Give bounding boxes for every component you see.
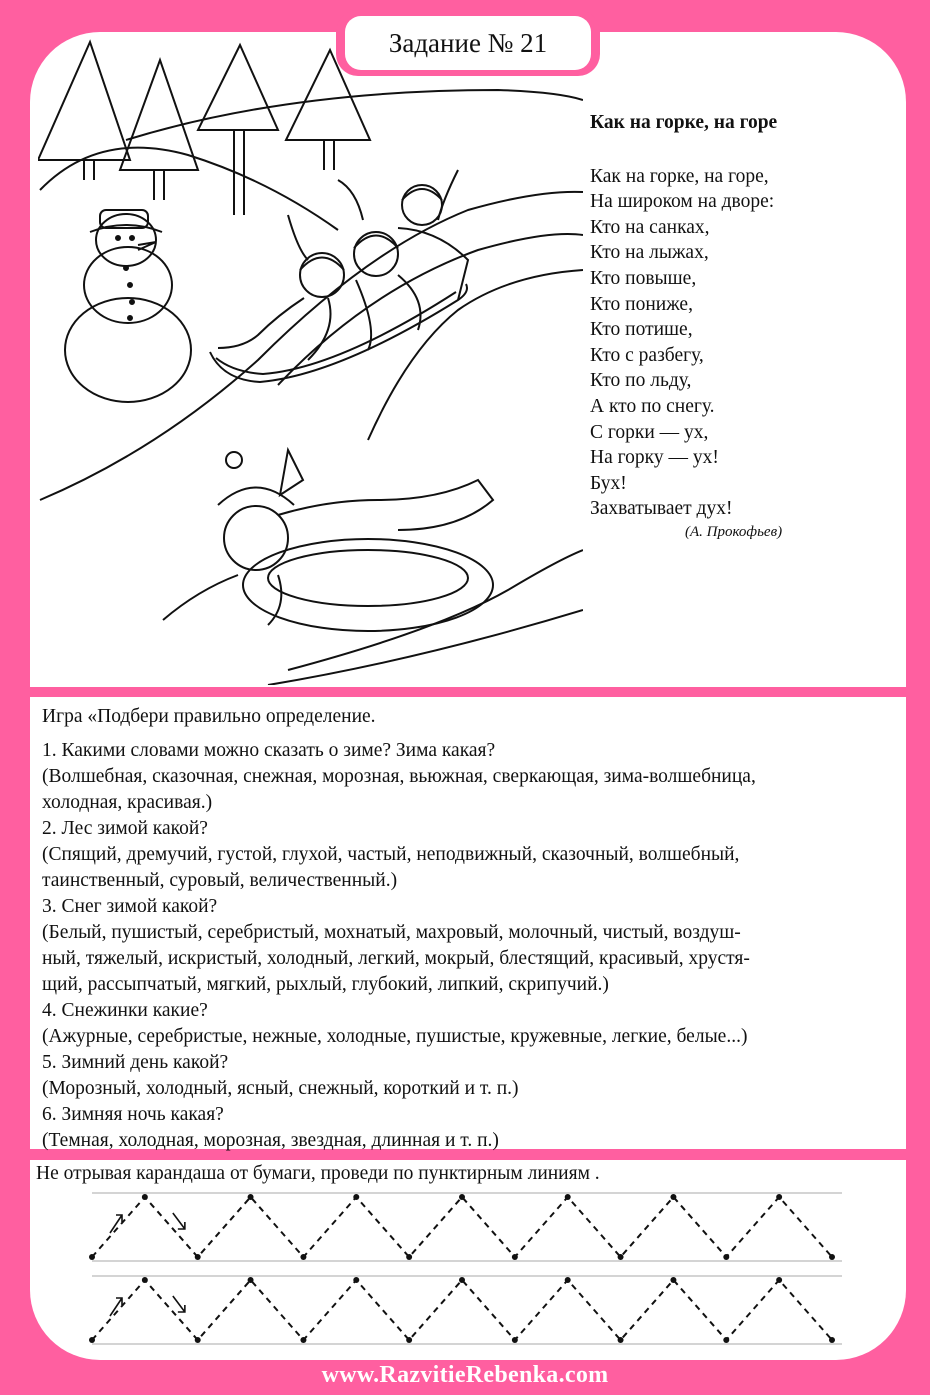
poem-line: С горки — ух, — [590, 421, 709, 443]
poem — [590, 110, 900, 542]
peak-dot — [142, 1194, 148, 1200]
start-dot — [723, 1254, 729, 1260]
peak-dot — [248, 1277, 254, 1283]
game-line: 2. Лес зимой какой? — [42, 818, 208, 839]
poem-line: Кто на лыжах, — [590, 242, 709, 264]
peak-dot — [670, 1277, 676, 1283]
game-line: (Белый, пушистый, серебристый, мохнатый, махровый, молочный, чистый, воздуш- — [42, 922, 741, 943]
game-line: ный, тяжелый, искристый, холодный, легкий, мокрый, блестящий, красивый, хрустя- — [42, 948, 750, 969]
poem-line: Как на горке, на горе, — [590, 165, 769, 187]
peak-dot — [353, 1277, 359, 1283]
game-line: (Морозный, холодный, ясный, снежный, короткий и т. п.) — [42, 1078, 519, 1099]
start-dot — [618, 1254, 624, 1260]
peak-dot — [565, 1277, 571, 1283]
poem-title: Как на горке, на горе — [590, 112, 778, 133]
peak-dot — [776, 1194, 782, 1200]
start-dot — [406, 1337, 412, 1343]
peak-dot — [248, 1194, 254, 1200]
game-line: щий, рассыпчатый, мягкий, рыхлый, глубокий, липкий, скрипучий.) — [42, 974, 609, 995]
poem-line: Кто потише, — [590, 319, 693, 341]
peak-dot — [776, 1277, 782, 1283]
game-line: 3. Снег зимой какой? — [42, 896, 218, 917]
start-dot — [195, 1337, 201, 1343]
poem-line: Кто пониже, — [590, 293, 693, 315]
start-dot — [618, 1337, 624, 1343]
game-line: 6. Зимняя ночь какая? — [42, 1104, 224, 1125]
start-dot — [829, 1254, 835, 1260]
right-hill — [126, 90, 583, 140]
peak-dot — [565, 1194, 571, 1200]
start-dot — [723, 1337, 729, 1343]
arrow-down-icon — [173, 1296, 185, 1312]
sled-kids-icon — [210, 170, 468, 382]
start-dot — [300, 1254, 306, 1260]
game-intro: Игра «Подбери правильно определение. — [42, 706, 376, 727]
poem-line: Кто повыше, — [590, 267, 697, 289]
game-line: 1. Какими словами можно сказать о зиме? Зима какая? — [42, 740, 496, 761]
poem-line: На горку — ух! — [590, 447, 719, 469]
poem-line: Кто с разбегу, — [590, 344, 704, 366]
peak-dot — [670, 1194, 676, 1200]
start-dot — [406, 1254, 412, 1260]
start-dot — [300, 1337, 306, 1343]
poem-line: На широком на дворе: — [590, 191, 775, 213]
winter-sledding-illustration — [38, 30, 583, 685]
game-line: (Темная, холодная, морозная, звездная, длинная и т. п.) — [42, 1130, 499, 1151]
start-dot — [512, 1337, 518, 1343]
game-line: 5. Зимний день какой? — [42, 1052, 229, 1073]
start-dot — [89, 1337, 95, 1343]
site-url: www.RazvitieRebenka.com — [321, 1362, 609, 1388]
zigzag-tracing-exercise — [70, 1185, 860, 1355]
poem-line: А кто по снегу. — [590, 395, 715, 417]
poem-line: Захватывает дух! — [590, 498, 733, 520]
peak-dot — [459, 1194, 465, 1200]
zigzag-dotted-line[interactable] — [92, 1280, 832, 1340]
peak-dot — [142, 1277, 148, 1283]
zigzag-dotted-line[interactable] — [92, 1197, 832, 1257]
tracing-instruction: Не отрывая карандаша от бумаги, проведи по пунктирным линиям . — [36, 1163, 600, 1184]
tube-kid-icon — [163, 450, 493, 631]
start-dot — [829, 1337, 835, 1343]
tree-icon — [286, 50, 370, 170]
tree-icon — [38, 42, 130, 180]
poem-author: (А. Прокофьев) — [685, 523, 783, 540]
peak-dot — [353, 1194, 359, 1200]
poem-line: Бух! — [590, 472, 627, 494]
game-line: (Ажурные, серебристые, нежные, холодные, пушистые, кружевные, легкие, белые...) — [42, 1026, 748, 1047]
game-section — [42, 704, 904, 1154]
lower-slope — [288, 550, 583, 670]
start-dot — [512, 1254, 518, 1260]
game-line: (Спящий, дремучий, густой, глухой, частый, неподвижный, сказочный, волшебный, — [42, 844, 740, 865]
lower-slope-2 — [268, 610, 583, 685]
peak-dot — [459, 1277, 465, 1283]
page-title: Задание № 21 — [345, 16, 591, 70]
track-line — [368, 270, 583, 440]
game-line: 4. Снежинки какие? — [42, 1000, 208, 1021]
tree-icon — [198, 45, 278, 215]
slope-edge — [40, 192, 583, 500]
game-line: холодная, красивая.) — [42, 792, 213, 813]
start-dot — [195, 1254, 201, 1260]
arrow-down-icon — [173, 1213, 185, 1229]
poem-line: Кто на санках, — [590, 216, 710, 238]
game-line: таинственный, суровый, величественный.) — [42, 870, 398, 891]
game-line: (Волшебная, сказочная, снежная, морозная, вьюжная, сверкающая, зима-волшебница, — [42, 766, 756, 787]
poem-line: Кто по льду, — [590, 370, 692, 392]
start-dot — [89, 1254, 95, 1260]
snowman-icon — [65, 210, 191, 402]
